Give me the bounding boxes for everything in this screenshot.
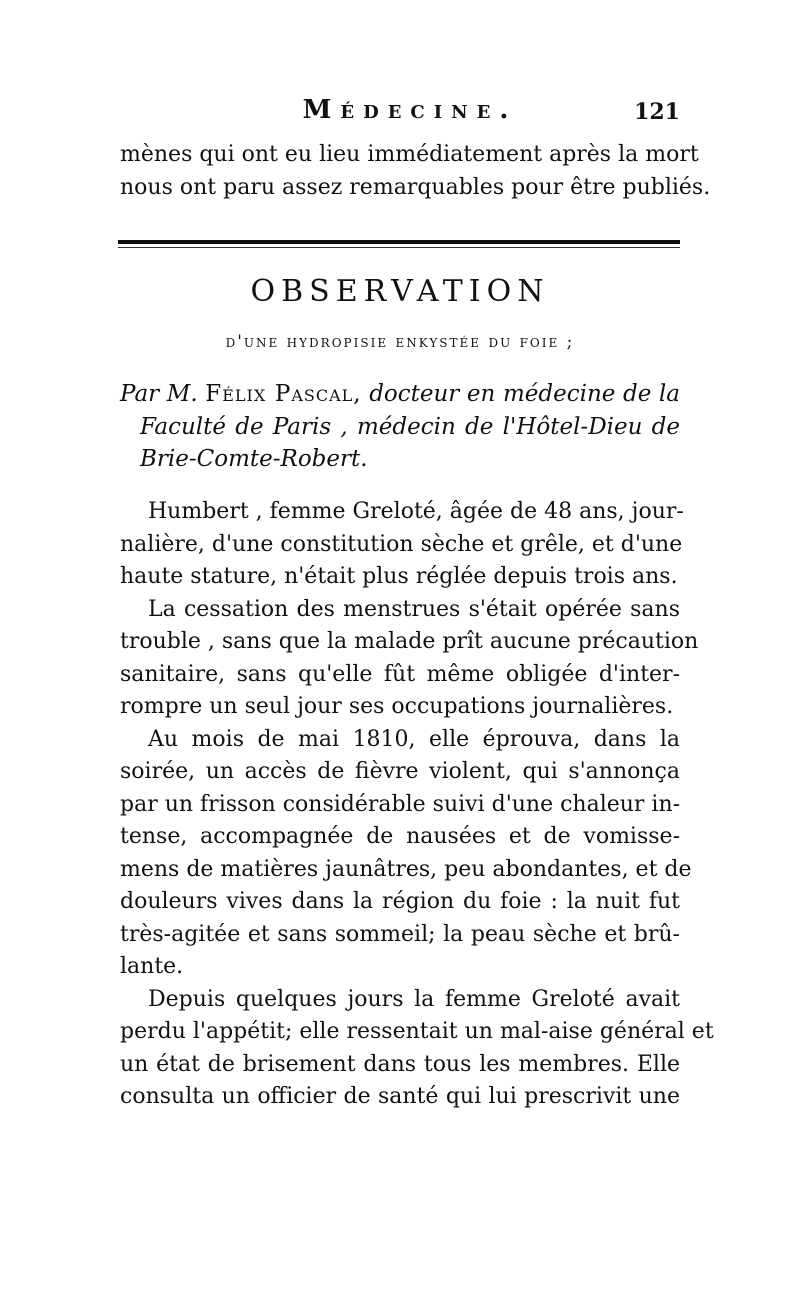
text-line: trouble , sans que la malade prît aucune précaution: [120, 629, 699, 654]
byline-line: Brie-Comte-Robert.: [140, 446, 368, 472]
text-line: lante.: [120, 954, 184, 979]
article-heading: OBSERVATION: [250, 274, 550, 309]
text-line: perdu l'appétit; elle ressentait un mal-aise général et: [120, 1019, 714, 1044]
article-subheading: d'une hydropisie enkystée du foie ;: [225, 332, 575, 352]
text-line: très-agitée et sans sommeil; la peau sèche et brû-: [120, 921, 680, 947]
byline-prefix: Par M.: [120, 381, 198, 407]
text-line: sanitaire, sans qu'elle fût même obligée d'inter-: [120, 661, 680, 687]
section-divider: [118, 240, 680, 250]
page-number: 121: [634, 99, 680, 125]
text-line: douleurs vives dans la région du foie : la nuit fut: [120, 889, 680, 914]
text-line: haute stature, n'était plus réglée depuis trois ans.: [120, 564, 678, 589]
byline-credential: docteur en médecine de la: [369, 381, 680, 407]
text-line: nous ont paru assez remarquables pour être publiés.: [120, 174, 711, 200]
author-byline: [120, 378, 680, 476]
article-body: [120, 496, 714, 1114]
running-title: Médecine.: [302, 95, 518, 125]
text-line: soirée, un accès de fièvre violent, qui s'annonça: [120, 759, 680, 784]
text-line: par un frisson considérable suivi d'une chaleur in-: [120, 791, 681, 817]
author-name: Félix Pascal,: [205, 381, 362, 407]
text-line: mènes qui ont eu lieu immédiatement après la mort: [120, 142, 699, 167]
running-head: [120, 95, 680, 127]
text-line: tense, accompagnée de nausées et de vomisse-: [120, 824, 680, 849]
continuation-paragraph: [120, 139, 711, 204]
text-line: nalière, d'une constitution sèche et grêle, et d'une: [120, 531, 683, 557]
byline-line: [120, 378, 680, 411]
text-line: consulta un officier de santé qui lui prescrivit une: [120, 1084, 680, 1109]
text-line: un état de brisement dans tous les membres. Elle: [120, 1051, 680, 1077]
byline-line: Faculté de Paris , médecin de l'Hôtel-Dieu de: [140, 413, 680, 440]
text-line: Humbert , femme Greloté, âgée de 48 ans, jour-: [148, 499, 684, 524]
text-line: Au mois de mai 1810, elle éprouva, dans la: [148, 726, 680, 752]
text-line: La cessation des menstrues s'était opérée sans: [148, 596, 680, 622]
text-line: rompre un seul jour ses occupations journalières.: [120, 694, 674, 719]
text-line: mens de matières jaunâtres, peu abondantes, et de: [120, 856, 692, 882]
text-line: Depuis quelques jours la femme Greloté avait: [148, 986, 680, 1012]
